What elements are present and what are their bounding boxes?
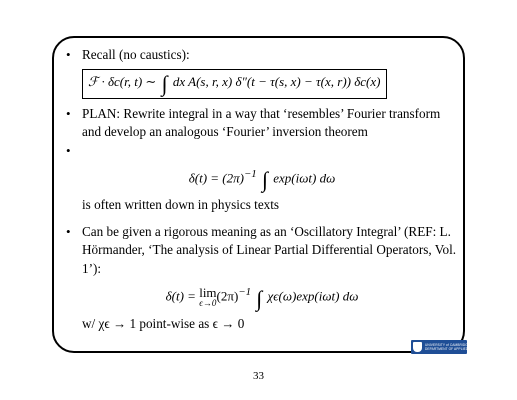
oscillatory-text: Can be given a rigorous meaning as an ‘Oscillatory Integral’ (REF: L. Hörmander, ‘The analysis of Linear Partial Differential Operators, Vol. 1’): bbox=[82, 223, 457, 276]
equation-factor: (2π) bbox=[216, 288, 239, 304]
limit-operator bbox=[199, 284, 217, 309]
equation-exponent: −1 bbox=[238, 286, 252, 299]
physics-texts-note: is often written down in physics texts bbox=[82, 197, 280, 213]
equation-lhs: δ(t) = (2π) bbox=[188, 170, 244, 186]
university-logo bbox=[411, 340, 493, 354]
bullet-item-delta bbox=[66, 142, 458, 161]
crest-icon bbox=[413, 342, 422, 352]
equation-rhs: dx A(s, r, x) δ″(t − τ(s, x) − τ(x, r)) δc(x) bbox=[172, 73, 381, 89]
equation-rhs: χϵ(ω)exp(iωt) dω bbox=[267, 288, 359, 304]
slide-content bbox=[66, 46, 458, 333]
bullet-item-plan bbox=[66, 105, 458, 142]
bullet-marker: • bbox=[66, 142, 71, 158]
bullet-marker: • bbox=[66, 47, 71, 62]
equation-rhs: exp(iωt) dω bbox=[273, 170, 336, 186]
equation-lhs: ℱ · δc(r, t) ∼ bbox=[88, 73, 157, 89]
integral-sign: ∫ bbox=[161, 70, 168, 96]
bullet-marker: • bbox=[66, 223, 71, 239]
limit-word: lim bbox=[199, 284, 217, 300]
equation-exponent: −1 bbox=[243, 168, 257, 180]
page-number: 33 bbox=[253, 370, 264, 382]
plan-text: PLAN: Rewrite integral in a way that ‘resembles’ Fourier transform and develop an analogous ‘Fourier’ inversion theorem bbox=[82, 105, 441, 139]
logo-line-1: UNIVERSITY of CAMBRIDGE bbox=[425, 343, 471, 347]
delta-equation bbox=[66, 165, 458, 191]
limit-subscript: ϵ→0 bbox=[199, 297, 217, 308]
recall-text: Recall (no caustics): bbox=[82, 47, 190, 62]
boxed-equation bbox=[82, 69, 387, 99]
bullet-item-oscillatory bbox=[66, 223, 458, 279]
integral-sign: ∫ bbox=[261, 167, 268, 193]
integral-sign: ∫ bbox=[256, 285, 263, 311]
bullet-item-recall bbox=[66, 46, 458, 65]
equation-lhs: δ(t) = bbox=[165, 288, 196, 304]
bullet-marker: • bbox=[66, 105, 71, 121]
oscillatory-equation bbox=[66, 283, 458, 309]
logo-line-2: DEPARTMENT OF APPLIED MATHEMATICS bbox=[425, 347, 493, 351]
pointwise-note: w/ χϵ → 1 point-wise as ϵ → 0 bbox=[82, 315, 245, 331]
